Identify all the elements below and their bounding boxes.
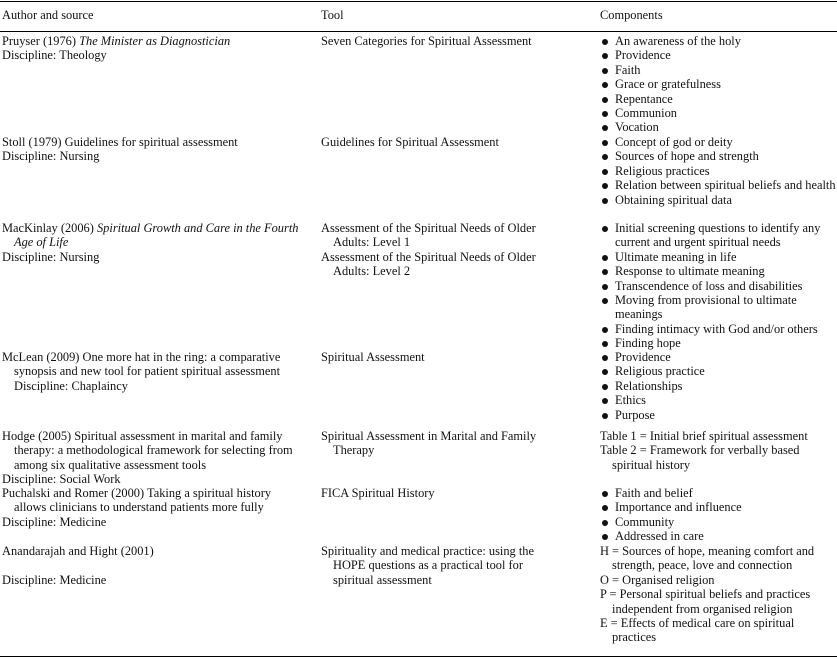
discipline: Discipline: Nursing [2,249,100,264]
tool-name-level-2: Assessment of the Spiritual Needs of Older Adults: Level 2 [321,249,536,279]
author-text: Anandarajah and Hight (2001) [2,544,154,558]
components-cell [600,486,836,544]
author-text: Stoll (1979) Guidelines for spiritual assessment [2,135,238,149]
list-item: Religious practice [600,364,836,378]
source-title: The Minister as Diagnostician [79,34,231,48]
list-item: Communion [600,106,836,120]
list-item: O = Organised religion [600,572,715,587]
components-list [600,486,836,544]
table-top-rule [0,1,837,2]
discipline: Discipline: Nursing [2,149,100,164]
author-cell [2,350,302,393]
list-item: Transcendence of loss and disabilities [600,279,836,293]
tool-name: Spiritual Assessment [321,350,425,364]
tool-name: FICA Spiritual History [321,486,435,500]
list-item: Ethics [600,393,836,407]
author-text: Puchalski and Romer (2000) Taking a spiritual history allows clinicians to understand patients more fully [2,486,272,515]
tool-name: Seven Categories for Spiritual Assessment [321,34,532,48]
list-item: Table 1 = Initial brief spiritual assessment [600,429,808,443]
list-item: Addressed in care [600,529,836,543]
list-item: Finding hope [600,336,836,350]
list-item: E = Effects of medical care on spiritual practices [600,616,795,645]
tool-name: Guidelines for Spiritual Assessment [321,135,499,149]
discipline: Discipline: Social Work [2,472,121,487]
list-item: H = Sources of hope, meaning comfort and strength, peace, love and connection [600,544,815,573]
header-rule [0,31,837,32]
author-cell [2,135,302,164]
list-item: Community [600,515,836,529]
list-item: Sources of hope and strength [600,149,836,163]
components-cell [600,429,836,472]
list-item: Relation between spiritual beliefs and health [600,178,836,192]
list-item: Moving from provisional to ultimate meanings [600,293,836,322]
list-item: Providence [600,48,836,62]
tool-name-level-1: Assessment of the Spiritual Needs of Older Adults: Level 1 [321,221,536,250]
components-list [600,350,836,422]
list-item: Obtaining spiritual data [600,193,836,207]
header-tool: Tool [321,8,344,22]
author-text: Hodge (2005) Spiritual assessment in marital and family therapy: a methodological framework for selecting from among six qualitative assessment tools [2,429,293,472]
list-item: Ultimate meaning in life [600,250,836,264]
author-cell [2,429,302,487]
tool-cell [321,350,565,364]
tool-cell [321,34,565,48]
tool-cell [321,429,565,458]
list-item: P = Personal spiritual beliefs and practices independent from organised religion [600,587,811,616]
components-list [600,34,836,135]
list-item: Initial screening questions to identify any current and urgent spiritual needs [600,221,836,250]
list-item: Grace or gratefulness [600,77,836,91]
header-author-source: Author and source [2,8,94,22]
tool-cell [321,486,565,500]
components-cell [600,350,836,422]
list-item: Finding intimacy with God and/or others [600,322,836,336]
components-cell [600,34,836,135]
discipline: Discipline: Chaplaincy [14,378,128,393]
list-item: Faith [600,63,836,77]
list-item: Response to ultimate meaning [600,264,836,278]
tool-name: Spiritual Assessment in Marital and Family Therapy [321,429,537,458]
list-item: Importance and influence [600,500,836,514]
list-item: Relationships [600,379,836,393]
tool-name: Spirituality and medical practice: using the HOPE questions as a practical tool for spiritual assessment [321,544,534,587]
discipline: Discipline: Medicine [2,572,107,587]
components-cell [600,221,836,351]
list-item: Table 2 = Framework for verbally based spiritual history [600,443,800,472]
author-cell [2,34,302,63]
components-list [600,135,836,207]
header-components: Components [600,8,663,22]
discipline: Discipline: Theology [2,48,107,63]
author-cell [2,221,302,264]
tool-cell [321,221,565,279]
tool-cell [321,135,565,149]
discipline: Discipline: Medicine [2,514,107,529]
author-text: McLean (2009) One more hat in the ring: a comparative synopsis and new tool for patient spiritual assessment [2,350,281,379]
components-list [600,221,836,351]
components-cell [600,544,836,645]
table-bottom-rule [0,656,837,657]
list-item: Providence [600,350,836,364]
components-cell [600,135,836,207]
list-item: Faith and belief [600,486,836,500]
author-cell [2,544,302,587]
author-cell [2,486,302,529]
list-item: Vocation [600,120,836,134]
list-item: Purpose [600,408,836,422]
author-text: Pruyser (1976) [2,34,76,48]
list-item: Religious practices [600,164,836,178]
list-item: Concept of god or deity [600,135,836,149]
list-item: An awareness of the holy [600,34,836,48]
tool-cell [321,544,565,587]
author-text: MacKinlay (2006) [2,221,94,235]
source-title: Spiritual Growth and Care in the Fourth Age of Life [14,221,299,250]
list-item: Repentance [600,92,836,106]
